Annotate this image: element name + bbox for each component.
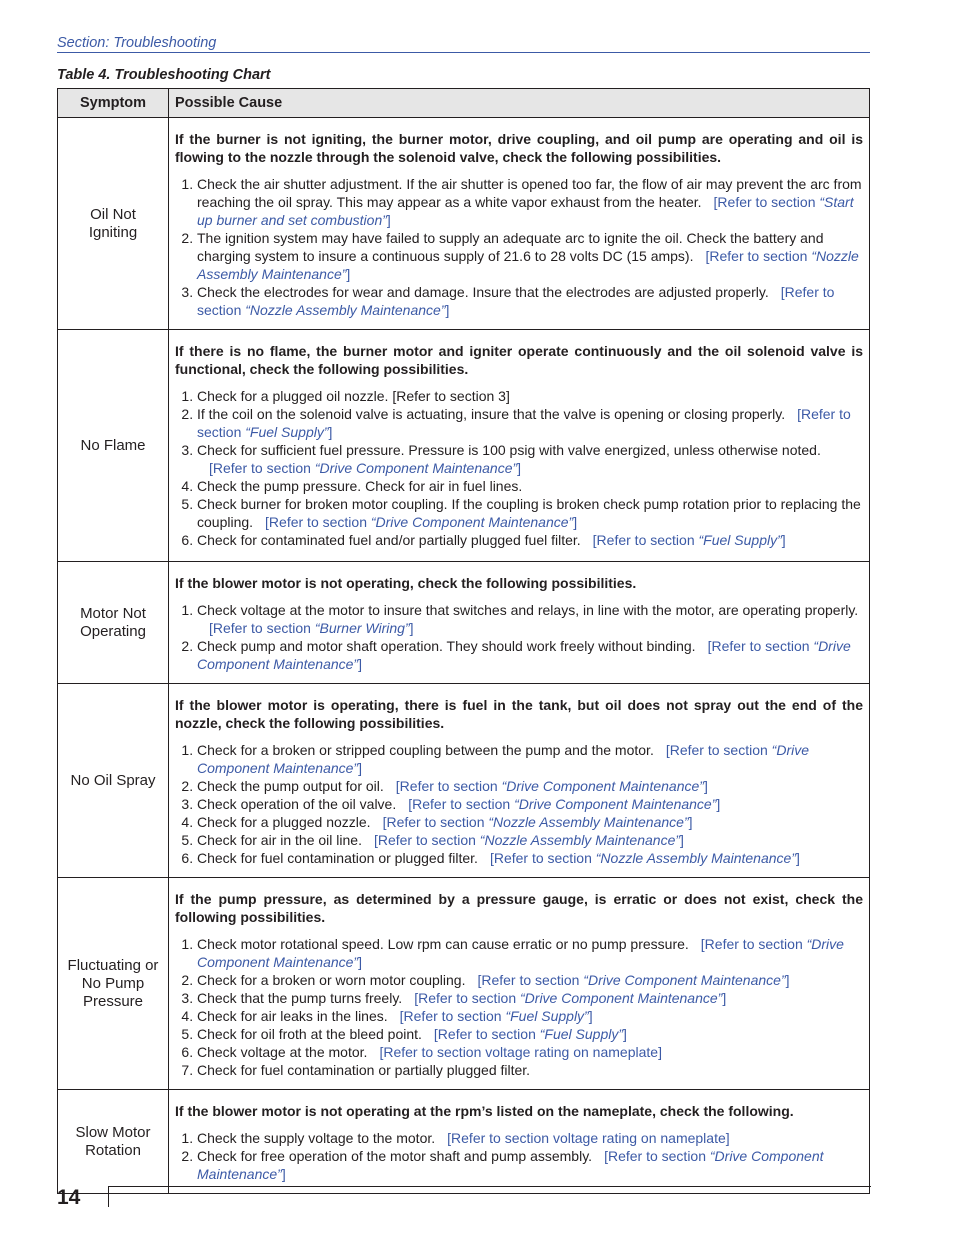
troubleshooting-table — [57, 88, 870, 1194]
check-text: Check for a broken or worn motor coupling. — [197, 972, 466, 988]
reference-title: “Drive Component Maintenance” — [197, 742, 810, 776]
check-text: Check for sufficient fuel pressure. Pressure is 100 psig with valve energized, unless otherwise noted. — [197, 442, 821, 458]
check-text: The ignition system may have failed to supply an adequate arc to ignite the oil. Check the battery and charging system to insure a continuous supply of 21.6 to 28 volts DC (15 amps). — [197, 230, 824, 264]
table-row — [58, 1090, 870, 1194]
reference-suffix: ] — [658, 1044, 662, 1060]
reference-prefix: [Refer to section — [489, 850, 596, 866]
check-item — [197, 989, 863, 1007]
reference-prefix: [Refer to section voltage rating on nameplate — [447, 1130, 726, 1146]
reference-prefix: [Refer to section — [604, 1148, 710, 1164]
reference-suffix: ] — [328, 424, 333, 440]
section-reference-link[interactable] — [374, 832, 684, 848]
check-list — [175, 1129, 863, 1183]
reference-prefix: [Refer to section — [209, 620, 315, 636]
check-item — [197, 1129, 863, 1147]
table-body — [58, 118, 870, 1194]
section-reference-link[interactable] — [593, 532, 786, 548]
cause-intro: If the pump pressure, as determined by a pressure gauge, is erratic or does not exist, check the following possibilities. — [175, 891, 863, 925]
check-text: Check for free operation of the motor shaft and pump assembly. — [197, 1148, 593, 1164]
table-header-row — [58, 89, 870, 118]
check-item — [197, 1043, 863, 1061]
reference-suffix: ] — [573, 514, 578, 530]
section-reference-link[interactable] — [447, 1130, 730, 1146]
check-item — [197, 601, 863, 637]
check-list — [175, 175, 863, 319]
reference-title: “Nozzle Assembly Maintenance” — [488, 814, 689, 830]
check-item — [197, 477, 863, 495]
reference-suffix: ] — [445, 302, 450, 318]
possible-cause-cell — [169, 684, 870, 878]
reference-prefix: [Refer to section — [665, 742, 772, 758]
check-list — [175, 935, 863, 1079]
column-header-symptom: Symptom — [58, 89, 169, 118]
check-item — [197, 637, 863, 673]
section-reference-link[interactable] — [490, 850, 800, 866]
check-item — [197, 795, 863, 813]
table-caption: Table 4. Troubleshooting Chart — [57, 67, 271, 83]
check-text: Check for fuel contamination or plugged filter. — [197, 850, 478, 866]
reference-prefix: [Refer to section — [713, 194, 820, 210]
table-row — [58, 684, 870, 878]
symptom-cell: Motor Not Operating — [58, 562, 169, 684]
reference-prefix: [Refer to section — [477, 972, 584, 988]
possible-cause-cell — [169, 878, 870, 1090]
reference-title: “Nozzle Assembly Maintenance” — [595, 850, 796, 866]
check-item — [197, 971, 863, 989]
reference-prefix: [Refer to section — [265, 514, 371, 530]
check-item — [197, 283, 863, 319]
reference-prefix: [Refer to section — [433, 1026, 540, 1042]
check-text: Check for fuel contamination or partially plugged filter. — [197, 1062, 531, 1078]
reference-suffix: ] — [781, 532, 786, 548]
reference-suffix: ] — [386, 212, 391, 228]
possible-cause-cell — [169, 330, 870, 562]
check-text: Check the air shutter adjustment. If the air shutter is opened too far, the flow of air may prevent the arc from reaching the oil spray. This may appear as a white vapor exhaust from the heater. — [197, 176, 862, 210]
check-item — [197, 175, 863, 229]
check-text: Check for air in the oil line. — [197, 832, 362, 848]
reference-suffix: ] — [358, 760, 362, 776]
reference-title: “Nozzle Assembly Maintenance” — [245, 302, 446, 318]
page-number: 14 — [57, 1186, 81, 1209]
section-reference-link[interactable] — [396, 778, 708, 794]
reference-title: “Drive Component Maintenance” — [514, 796, 717, 812]
symptom-cell: No Flame — [58, 330, 169, 562]
section-reference-link[interactable] — [379, 1044, 662, 1060]
reference-title: “Drive Component Maintenance” — [197, 638, 851, 672]
section-reference-link[interactable] — [408, 796, 720, 812]
symptom-cell: Fluctuating or No Pump Pressure — [58, 878, 169, 1090]
possible-cause-cell — [169, 1090, 870, 1194]
symptom-cell: No Oil Spray — [58, 684, 169, 878]
reference-suffix: ] — [588, 1008, 593, 1024]
check-item — [197, 777, 863, 795]
reference-title: “Fuel Supply” — [539, 1026, 624, 1042]
check-item — [197, 741, 863, 777]
check-item — [197, 849, 863, 867]
section-reference-link[interactable] — [209, 620, 414, 636]
reference-prefix: [Refer to section — [408, 796, 515, 812]
check-text: Check for a broken or stripped coupling between the pump and the motor. — [197, 742, 654, 758]
reference-suffix: ] — [703, 778, 708, 794]
cause-intro: If the blower motor is operating, there is fuel in the tank, but oil does not spray out the end of the nozzle, check the following possibilities. — [175, 697, 863, 731]
reference-suffix: ] — [346, 266, 351, 282]
reference-suffix: ] — [785, 972, 790, 988]
check-text: Check for oil froth at the bleed point. — [197, 1026, 422, 1042]
reference-suffix: ] — [358, 954, 362, 970]
reference-prefix: [Refer to section voltage rating on nameplate — [379, 1044, 659, 1060]
check-item — [197, 441, 863, 477]
reference-title: “Drive Component Maintenance” — [197, 1148, 824, 1182]
section-reference-link[interactable] — [209, 460, 521, 476]
check-text: Check for a plugged nozzle. — [197, 814, 371, 830]
reference-suffix: ] — [716, 796, 721, 812]
check-list — [175, 387, 863, 549]
section-reference-link[interactable] — [400, 1008, 593, 1024]
check-text: Check for contaminated fuel and/or partially plugged fuel filter. — [197, 532, 581, 548]
reference-prefix: [Refer to section — [197, 406, 851, 440]
table-row — [58, 118, 870, 330]
check-text: If the coil on the solenoid valve is actuating, insure that the valve is opening or closing properly. — [197, 406, 786, 422]
check-list — [175, 741, 863, 867]
section-reference-link[interactable] — [434, 1026, 627, 1042]
reference-title: “Burner Wiring” — [314, 620, 410, 636]
reference-suffix: ] — [409, 620, 414, 636]
reference-suffix: ] — [623, 1026, 627, 1042]
reference-suffix: ] — [722, 990, 727, 1006]
reference-title: “Drive Component Maintenance” — [520, 990, 723, 1006]
check-text: Check for a plugged oil nozzle. [Refer to section 3] — [197, 388, 510, 404]
section-reference-link[interactable] — [477, 972, 789, 988]
check-text: Check for air leaks in the lines. — [197, 1008, 388, 1024]
check-text: Check the supply voltage to the motor. — [197, 1130, 436, 1146]
cause-intro: If there is no flame, the burner motor and igniter operate continuously and the oil solenoid valve is functional, check the following possibilities. — [175, 343, 863, 377]
cause-intro: If the burner is not igniting, the burner motor, drive coupling, and oil pump are operating and oil is flowing to the nozzle through the solenoid valve, check the following possibilities. — [175, 131, 863, 165]
check-text: Check operation of the oil valve. — [197, 796, 397, 812]
symptom-cell: Slow Motor Rotation — [58, 1090, 169, 1194]
reference-suffix: ] — [517, 460, 522, 476]
check-item — [197, 1147, 863, 1183]
reference-title: “Drive Component Maintenance” — [501, 778, 704, 794]
reference-title: “Start up burner and set combustion” — [197, 194, 854, 228]
section-reference-link[interactable] — [265, 514, 577, 530]
table-row — [58, 878, 870, 1090]
check-item — [197, 387, 863, 405]
reference-suffix: ] — [680, 832, 684, 848]
reference-prefix: [Refer to section — [395, 778, 502, 794]
table-row — [58, 330, 870, 562]
check-item — [197, 405, 863, 441]
reference-prefix: [Refer to section — [399, 1008, 506, 1024]
symptom-cell: Oil Not Igniting — [58, 118, 169, 330]
check-text: Check the electrodes for wear and damage. Insure that the electrodes are adjusted properly. — [197, 284, 769, 300]
reference-title: “Fuel Supply” — [245, 424, 329, 440]
table-row — [58, 562, 870, 684]
reference-prefix: [Refer to section — [197, 284, 835, 318]
check-text: Check motor rotational speed. Low rpm can cause erratic or no pump pressure. — [197, 936, 689, 952]
reference-suffix: ] — [796, 850, 800, 866]
reference-title: “Nozzle Assembly Maintenance” — [479, 832, 681, 848]
reference-suffix: ] — [688, 814, 693, 830]
reference-title: “Drive Component Maintenance” — [370, 514, 574, 530]
section-header: Section: Troubleshooting — [57, 35, 870, 53]
reference-prefix: [Refer to section — [592, 532, 699, 548]
reference-prefix: [Refer to section — [209, 460, 315, 476]
check-item — [197, 495, 863, 531]
check-text: Check pump and motor shaft operation. They should work freely without binding. — [197, 638, 696, 654]
reference-suffix: ] — [281, 1166, 286, 1182]
column-header-possible-cause: Possible Cause — [169, 89, 870, 118]
check-text: Check that the pump turns freely. — [197, 990, 403, 1006]
check-item — [197, 1025, 863, 1043]
reference-prefix: [Refer to section — [705, 248, 812, 264]
cause-intro: If the blower motor is not operating at the rpm’s listed on the nameplate, check the following. — [175, 1103, 794, 1119]
check-item — [197, 1007, 863, 1025]
footer-rule — [108, 1186, 871, 1207]
check-item — [197, 935, 863, 971]
reference-title: “Drive Component Maintenance” — [583, 972, 786, 988]
reference-title: “Fuel Supply” — [505, 1008, 589, 1024]
check-list — [175, 601, 863, 673]
reference-title: “Drive Component Maintenance” — [197, 936, 844, 970]
reference-prefix: [Refer to section — [373, 832, 480, 848]
possible-cause-cell — [169, 118, 870, 330]
reference-prefix: [Refer to section — [414, 990, 521, 1006]
section-reference-link[interactable] — [414, 990, 726, 1006]
check-item — [197, 531, 863, 549]
reference-title: “Drive Component Maintenance” — [314, 460, 518, 476]
check-text: Check the pump pressure. Check for air in fuel lines. — [197, 478, 523, 494]
reference-title: “Nozzle Assembly Maintenance” — [197, 248, 859, 282]
reference-suffix: ] — [358, 656, 362, 672]
section-reference-link[interactable] — [383, 814, 693, 830]
possible-cause-cell — [169, 562, 870, 684]
reference-suffix: ] — [725, 1130, 730, 1146]
reference-prefix: [Refer to section — [707, 638, 814, 654]
check-text: Check the pump output for oil. — [197, 778, 384, 794]
check-item — [197, 831, 863, 849]
reference-prefix: [Refer to section — [382, 814, 489, 830]
reference-prefix: [Refer to section — [700, 936, 807, 952]
check-item — [197, 1061, 863, 1079]
check-text: Check voltage at the motor. — [197, 1044, 368, 1060]
cause-intro: If the blower motor is not operating, check the following possibilities. — [175, 575, 637, 591]
check-item — [197, 813, 863, 831]
reference-title: “Fuel Supply” — [698, 532, 782, 548]
check-text: Check voltage at the motor to insure that switches and relays, in line with the motor, are operating properly. — [197, 602, 859, 618]
check-item — [197, 229, 863, 283]
check-text: Check burner for broken motor coupling. If the coupling is broken check pump rotation prior to replacing the coupling. — [197, 496, 861, 530]
